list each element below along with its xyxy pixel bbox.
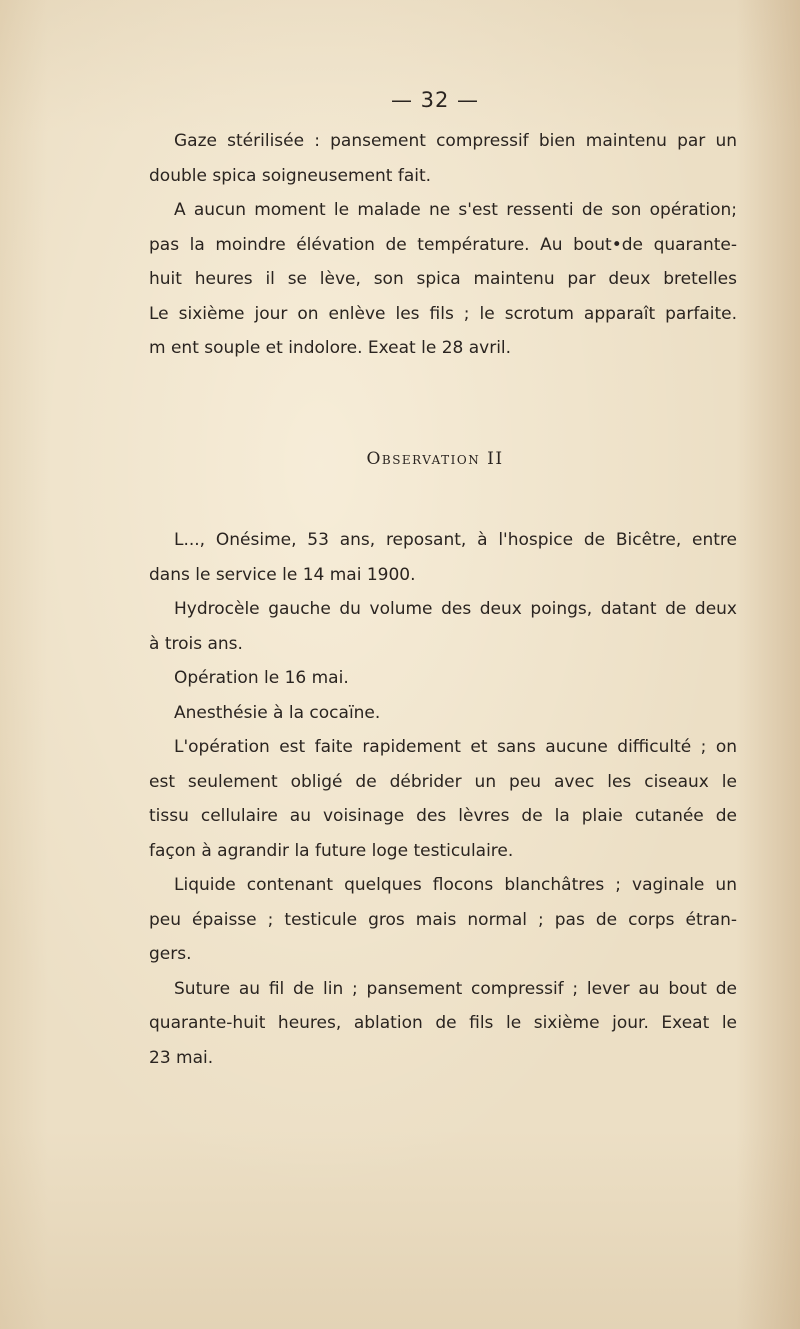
text-line: est seulement obligé de débrider un peu avec les ciseaux le [149, 771, 737, 792]
text-line: huit heures il se lève, son spica maintenu par deux bretelles [149, 269, 737, 289]
text-line: m ent souple et indolore. Exeat le 28 avril. [149, 338, 512, 358]
text-line: Le sixième jour on enlève les fils ; le scrotum apparaît parfaite. [149, 303, 737, 324]
text-line: Anesthésie à la cocaïne. [174, 702, 381, 723]
text-line: Liquide contenant quelques flocons blanchâtres ; vaginale un [174, 875, 737, 895]
text-line: Opération le 16 mai. [174, 668, 349, 688]
text-line: L..., Onésime, 53 ans, reposant, à l'hospice de Bicêtre, entre [174, 530, 737, 550]
text-line: tissu cellulaire au voisinage des lèvres de la plaie cutanée de [149, 806, 737, 826]
page-number: — 32 — [390, 88, 480, 112]
case-conclusion-paragraph [149, 124, 737, 366]
text-line: A aucun moment le malade ne s'est ressenti de son opération; [174, 200, 737, 220]
text-line: L'opération est faite rapidement et sans aucune difficulté ; on [174, 737, 737, 757]
text-line: Suture au fil de lin ; pansement compressif ; lever au bout de [174, 978, 737, 999]
text-line: double spica soigneusement fait. [149, 165, 432, 186]
observation-heading: Observation II [366, 449, 504, 469]
text-line: Gaze stérilisée : pansement compressif bien maintenu par un [174, 131, 737, 151]
text-line: pas la moindre élévation de température. Au bout•de quarante- [149, 234, 737, 255]
text-line: à trois ans. [149, 633, 243, 654]
text-line: peu épaisse ; testicule gros mais normal ; pas de corps étran- [149, 909, 737, 930]
text-line: quarante-huit heures, ablation de fils le sixième jour. Exeat le [149, 1013, 737, 1033]
text-line: façon à agrandir la future loge testiculaire. [149, 840, 514, 861]
text-line: gers. [149, 944, 192, 964]
observation-body [149, 523, 737, 1075]
text-line: Hydrocèle gauche du volume des deux poings, datant de deux [174, 599, 737, 619]
text-line: 23 mai. [149, 1047, 214, 1068]
text-line: dans le service le 14 mai 1900. [149, 564, 416, 585]
